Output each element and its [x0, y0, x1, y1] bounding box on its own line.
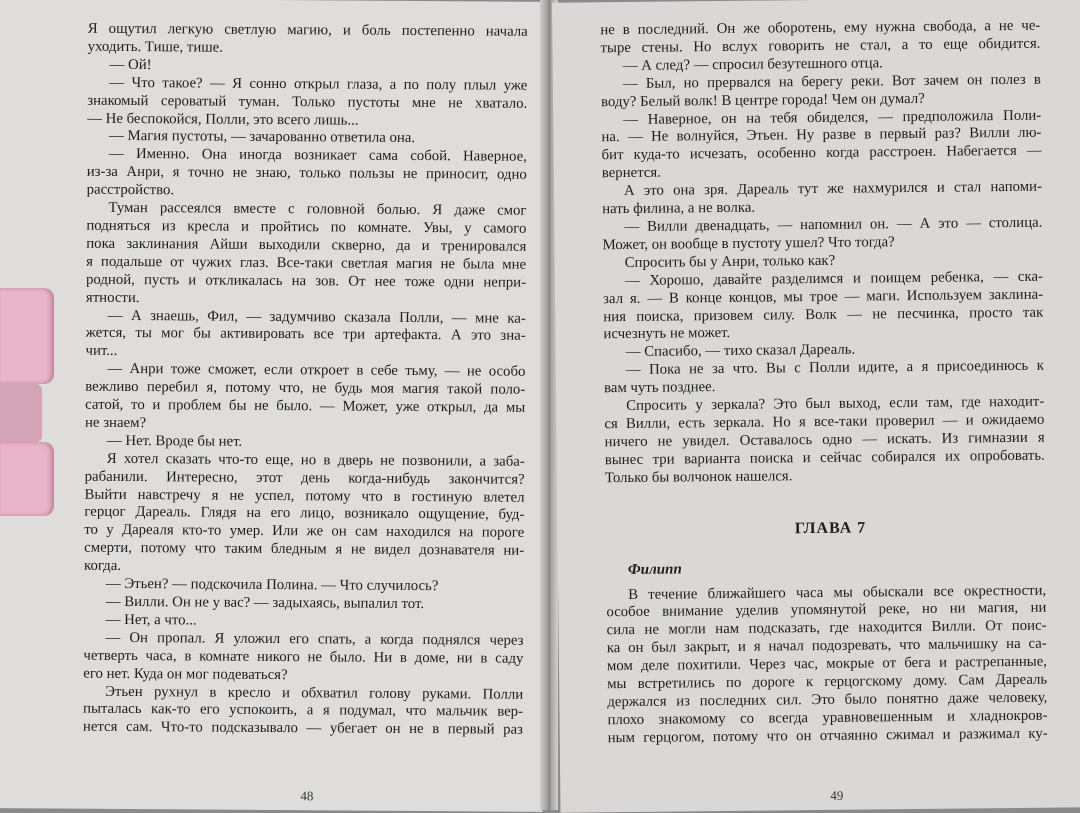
text-line: я подальше от чужих глаз. Все-таки светлая магия не была мне	[86, 253, 527, 273]
text-line: — Анри тоже сможет, если откроет в себе тьму, — не особо	[107, 361, 526, 380]
text-line: не знаем?	[84, 414, 147, 432]
text-line: мом деле похитили. Через час, мокрые от бега и растрепанные,	[606, 653, 1048, 675]
text-line: В течение ближайшего часа мы обыскали все окрестности,	[628, 582, 1047, 603]
text-line: бит куда-то исчезать, особенно когда расстроен. Набегается —	[601, 142, 1042, 164]
text-line: — Хорошо, давайте разделимся и поищем ребенка, — ска-	[624, 268, 1043, 289]
text-line: — Наверное, он на тебя обиделся, — предположила Поли-	[623, 107, 1042, 128]
text-line: чит...	[85, 343, 118, 360]
text-line: — Именно. Она иногда возникает сама собой. Наверное,	[108, 146, 527, 166]
text-line: — А след? — спросил безутешного отца.	[622, 55, 883, 74]
text-line: тыре стены. Но вслух говорить не стал, а то еще обидится.	[600, 35, 1041, 57]
chapter-heading: ГЛАВА 7	[794, 519, 867, 537]
text-line: — Нет. Вроде бы нет.	[106, 432, 243, 450]
text-line: исчезнуть не может.	[603, 325, 731, 343]
text-line: воду? Белый волк! В центре города! Чем он думал?	[600, 90, 925, 110]
text-line: — Он пропал. Я уложил его спать, а когда поднялся через	[105, 629, 524, 649]
text-line: из-за Анри, я точно не знаю, только пользы не приносит, одно	[86, 163, 527, 184]
text-line: уходить. Тише, тише.	[87, 38, 223, 56]
text-line: жется, ты мог бы активировать все три артефакта. А это зна-	[85, 325, 526, 345]
text-line: — Нет, а что...	[105, 611, 197, 629]
text-line: вежливо перебил я, потому что, не будь моя магия такой поло-	[85, 378, 526, 398]
text-line: — Вилли. Он не у вас? — задыхаясь, выпалил тот.	[105, 593, 425, 613]
text-line: плохо знакомому со всегда уравновешенным и хладнокров-	[607, 707, 1048, 729]
text-line: когда.	[83, 557, 122, 575]
text-line: — Не беспокойся, Полли, это всего лишь...	[87, 110, 359, 129]
text-line: особое внимание уделив упомянутой реке, но ни магия, ни	[606, 600, 1047, 621]
section-title: Филипп	[627, 560, 682, 578]
text-line: ся Вилли, есть зеркала. Но я все-таки проверил — и ожидаемо	[604, 411, 1045, 433]
text-line: на. — Не волнуйся, Этьен. Ну разве в первый раз? Вилли лю-	[601, 125, 1042, 146]
text-line: сатой, то и проблем бы не было. — Может, уже открыл, да мы	[85, 396, 526, 416]
text-line: Может, он вообще в пустоту ушел? Что тогда?	[602, 234, 895, 254]
text-line: то у Дареаля кто-то умер. Или же он сам находился на пороге	[84, 522, 525, 542]
page-number-left: 48	[300, 788, 314, 804]
text-line: не в последний. Он же оборотень, ему нужна свобода, а не че-	[600, 17, 1041, 39]
text-line: А это она зря. Дареаль тут же нахмурился и стал напоми-	[623, 178, 1043, 200]
text-line: Этьен рухнул в кресло и обхватил голову руками. Полли	[105, 683, 524, 703]
right-page-text	[600, 17, 1080, 488]
text-line: нется сам. Что-то подсказывало — убегает он не в первый раз	[82, 719, 523, 739]
text-line: — Вилли двенадцать, — напомнил он. — А это — столица.	[624, 214, 1043, 235]
text-line: — Пока не за что. Вы с Полли идите, а я присоединюсь к	[625, 357, 1044, 379]
pink-binder-clip-bottom	[0, 442, 54, 516]
text-line: — Был, но прервался на берегу реки. Вот зачем он полез в	[622, 71, 1041, 92]
text-line: — Спасибо, — тихо сказал Дареаль.	[625, 341, 856, 361]
left-page-text	[83, 21, 548, 740]
text-line: знакомый сероватый туман. Только пустоты мне не хватало.	[87, 92, 528, 112]
text-line: — Ой!	[109, 56, 152, 73]
text-line: Я ощутил легкую светлую магию, и боль постепенно начала	[87, 20, 528, 40]
page-number-right: 49	[830, 787, 844, 803]
text-line: вернется.	[601, 164, 661, 182]
text-line: — Магия пустоты, — зачарованно ответила она.	[108, 128, 416, 147]
text-line: пока заклинания Айши выходили скверно, да и тренировался	[86, 235, 527, 255]
text-line: Спросить бы у Анри, только как?	[624, 252, 836, 271]
text-line: ка он был закрыт, и я начал подозревать, что мальчишку на са-	[606, 635, 1047, 657]
text-line: держался из последних сил. Это было понятно даже человеку,	[607, 689, 1048, 711]
text-line: мы встретились по дороге к герцогскому дому. Сам Дареаль	[607, 671, 1048, 693]
text-line: ятности.	[85, 289, 140, 306]
text-line: зал я. — В конце концов, мы трое — маги. Используем заклина-	[603, 286, 1044, 307]
text-line: — Этьен? — подскочила Полина. — Что случилось?	[105, 575, 439, 595]
text-line: Туман рассеялся вместе с головной болью. Я даже смог	[108, 199, 527, 219]
text-line: смерти, потому что таким бледным я не видел дознавателя ни-	[84, 539, 525, 560]
text-line: Только бы волчонок нашелся.	[604, 467, 793, 486]
right-page	[552, 0, 1080, 813]
text-line: расстройство.	[86, 181, 175, 199]
text-line: пыталась как-то его успокоить, а я подумал, что мальчик вер-	[82, 701, 524, 721]
text-line: ния поиска, призовем силу. Волк — не песчинка, просто так	[603, 304, 1044, 325]
text-line: ничего не увидел. Оставалось одно — искать. Из гимназии я	[604, 429, 1045, 451]
pink-binder-clip-slot	[0, 384, 42, 442]
text-line: его нет. Куда он мог подеваться?	[83, 665, 288, 683]
text-line: четверть часа, в комнате никого не было. Ни в доме, ни в саду	[83, 647, 524, 667]
pink-binder-clip-top	[0, 288, 54, 384]
text-line: родной, пусть и откликалась на зов. От нее тоже одни непри-	[85, 271, 527, 291]
text-line: — Что такое? — Я сонно открыл глаза, а по полу плыл уже	[109, 74, 528, 94]
text-line: рабанили. Интересно, этот день когда-нибудь закончится?	[84, 468, 525, 488]
text-line: сила не могли нам подсказать, где находится Вилли. От поис-	[606, 617, 1047, 639]
text-line: вам чуть позднее.	[603, 379, 716, 397]
right-page-text-after	[606, 582, 1080, 748]
text-line: Я хотел сказать что-то еще, но в дверь не позвонили, а заба-	[106, 450, 525, 470]
text-line: подняться из кресла и пройтись по комнате. Увы, у самого	[86, 217, 527, 237]
text-line: Спросить у зеркала? Это был выход, если там, где находит-	[626, 393, 1045, 415]
text-line: нать филина, а не волка.	[602, 199, 756, 218]
text-line: вынес три варианта поиска и сейчас собирался их опробовать.	[604, 447, 1045, 468]
text-line: ным герцогом, потому что он отчаянно сжимал и разжимал ку-	[607, 725, 1048, 747]
text-line: Выйти навстречу я не успел, потому что в гостиную влетел	[84, 486, 525, 506]
text-line: герцог Дареаль. Глядя на его лицо, возникало ощущение, буд-	[84, 504, 525, 524]
text-line: — А знаешь, Фил, — задумчиво сказала Полли, — мне ка-	[107, 307, 526, 327]
